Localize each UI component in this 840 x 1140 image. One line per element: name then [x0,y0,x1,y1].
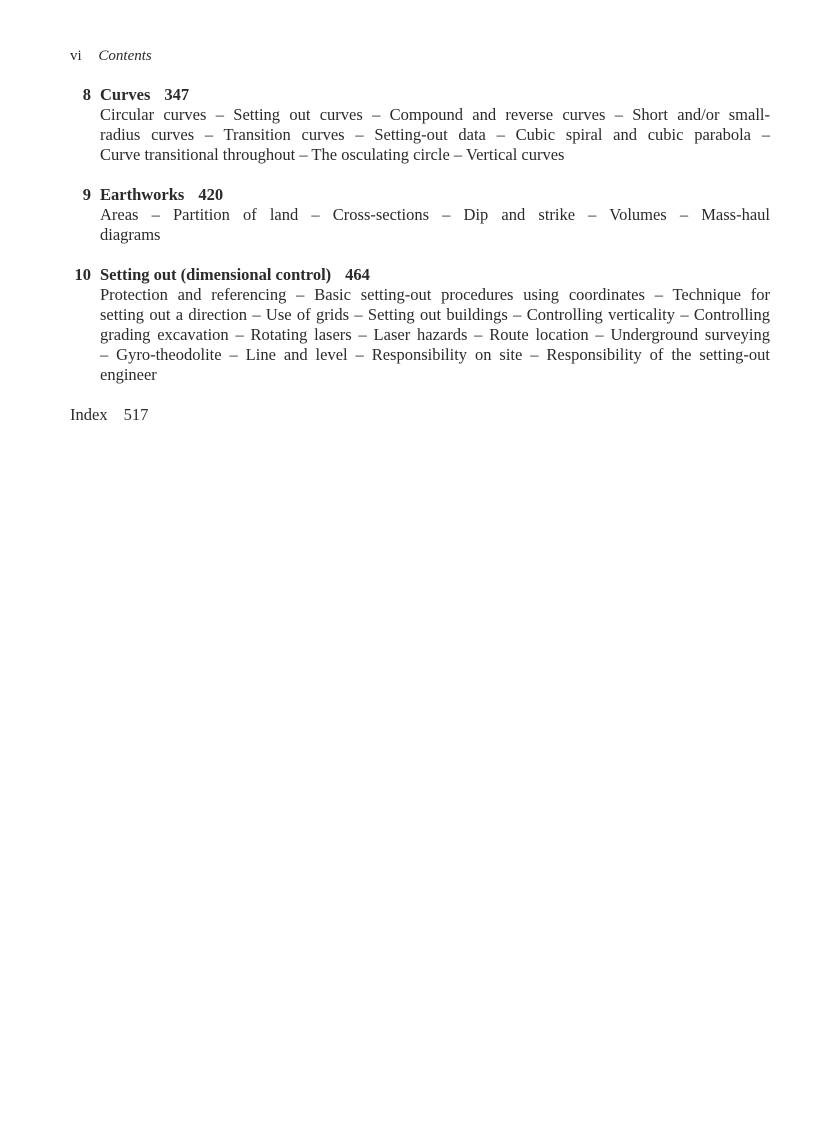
chapter-title[interactable]: Curves [100,85,151,104]
chapter-page-number[interactable]: 347 [164,85,190,104]
chapter-topics-line: grading excavation – Rotating lasers – Laser hazards – Route location – Underground surveying [100,325,770,344]
chapter-topics-line: Curve transitional throughout – The osculating circle – Vertical curves [100,145,565,164]
chapter-topics-line: diagrams [100,225,161,244]
chapter-number: 9 [82,185,91,204]
chapter-title[interactable]: Setting out (dimensional control) [100,265,332,284]
chapter-heading [100,85,770,105]
chapter-topics-line: Protection and referencing – Basic setting-out procedures using coordinates – Technique for [100,285,770,304]
chapter-topics [100,205,770,245]
chapter-title[interactable]: Earthworks [100,185,185,204]
toc-entry-chapter-9 [70,185,770,245]
chapter-topics [100,105,770,165]
page-folio: vi [70,48,82,64]
chapter-number: 8 [82,85,91,104]
chapter-topics-line: Circular curves – Setting out curves – Compound and reverse curves – Short and/or small- [100,105,770,124]
chapter-topics-line: setting out a direction – Use of grids – Setting out buildings – Controlling verticality – Controlling [100,305,770,324]
running-head-title: Contents [98,48,152,64]
index-page-number: 517 [123,405,149,424]
index-label: Index [70,405,108,424]
chapter-topics-line: Areas – Partition of land – Cross-sections – Dip and strike – Volumes – Mass-haul [100,205,770,224]
chapter-topics [100,285,770,385]
chapter-page-number[interactable]: 420 [198,185,224,204]
chapter-number: 10 [74,265,91,284]
toc-entry-chapter-10 [70,265,770,385]
chapter-page-number[interactable]: 464 [345,265,370,284]
chapter-heading [100,265,770,285]
chapter-topics-line: radius curves – Transition curves – Setting-out data – Cubic spiral and cubic parabola – [100,125,770,144]
toc-entry-index[interactable] [70,405,770,425]
chapter-topics-line: engineer [100,365,157,384]
toc-entry-chapter-8 [70,85,770,165]
running-head [70,46,152,66]
table-of-contents [70,85,770,425]
chapter-topics-line: – Gyro-theodolite – Line and level – Responsibility on site – Responsibility of the setting-out [100,345,770,364]
chapter-heading [100,185,770,205]
